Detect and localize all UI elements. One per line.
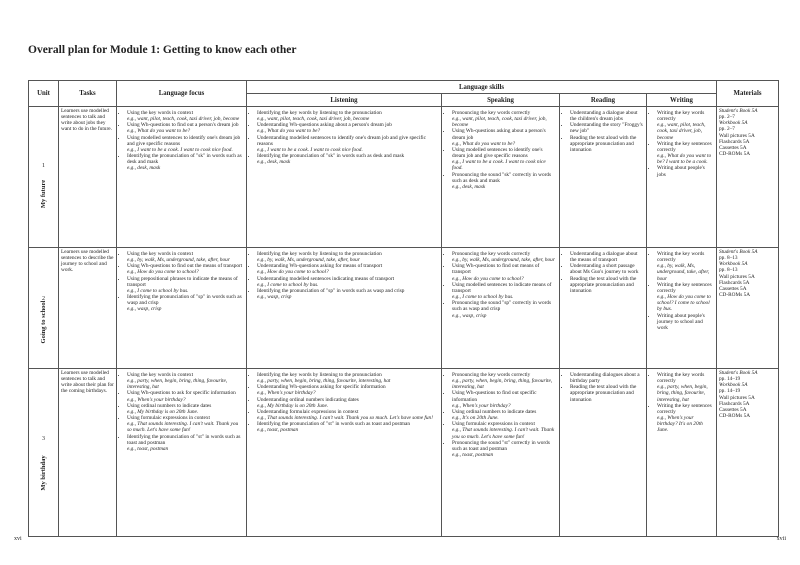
language-focus-item: • Using Wh-questions to ask for specific information bbox=[127, 390, 244, 396]
overall-plan-table bbox=[28, 80, 779, 537]
listening-item: • Understanding ordinal numbers indicating dates bbox=[257, 397, 439, 403]
language-focus-item: • Using Wh-questions to find out the means of transport bbox=[127, 263, 244, 269]
writing-item: e.g., What do you want to be? I want to be a cook. bbox=[657, 153, 712, 166]
listening-item: • Understanding formulaic expressions in context bbox=[257, 409, 439, 415]
speaking-item: e.g., What do you want to be? bbox=[452, 140, 516, 147]
listening-item: e.g., toast, postman bbox=[257, 427, 299, 434]
unit-cell bbox=[29, 107, 59, 248]
table-row bbox=[29, 107, 779, 248]
reading-list bbox=[562, 110, 644, 153]
writing-item: • Writing about people's journey to school and work bbox=[657, 313, 714, 331]
reading-item: • Reading the text aloud with the appropriate pronunciation and intonation bbox=[570, 135, 644, 153]
materials-item: CD-ROMs 5A bbox=[719, 151, 751, 158]
materials-item: Wall pictures 5A bbox=[719, 273, 755, 280]
writing-cell bbox=[647, 369, 717, 537]
language-focus-item: e.g., How do you come to school? bbox=[127, 269, 199, 276]
listening-item: e.g., When's your birthday? bbox=[257, 390, 316, 397]
materials-item: pp. 14–19 bbox=[719, 376, 741, 383]
materials-item: Cassettes 5A bbox=[719, 285, 747, 292]
writing-list bbox=[649, 110, 714, 178]
materials-item: pp. 14–19 bbox=[719, 388, 741, 395]
page-number-left: xvi bbox=[14, 536, 22, 542]
listening-item: e.g., What do you want to be? bbox=[257, 128, 321, 135]
reading-item: • Understanding a dialogue about the means of transport bbox=[570, 251, 644, 263]
header-language-focus: Language focus bbox=[117, 81, 247, 107]
unit-number: 1 bbox=[42, 163, 45, 169]
speaking-item: • Using modelled sentences to identify one's dream job and give specific reasons bbox=[452, 147, 557, 159]
page-number-right: xvii bbox=[776, 536, 786, 542]
language-focus-item: • Using prepositional phrases to indicate the means of transport bbox=[127, 276, 244, 288]
language-focus-item: e.g., party, when, begin, bring, thing, favourite, interesting, hat bbox=[127, 378, 228, 391]
language-focus-item: e.g., That sounds interesting. I can't wait. Thank you so much. Let's have some fun! bbox=[127, 421, 239, 434]
speaking-item: • Using modelled sentences to indicate means of transport bbox=[452, 282, 557, 294]
language-focus-item: • Using ordinal numbers to indicate dates bbox=[127, 403, 244, 409]
language-focus-item: e.g., What do you want to be? bbox=[127, 128, 191, 135]
tasks-cell: Learners use modelled sentences to talk and write about their plan for the coming birthdays. bbox=[59, 369, 117, 537]
unit-number: 3 bbox=[42, 435, 45, 442]
speaking-item: • Pronouncing the key words correctly bbox=[452, 372, 557, 378]
plan-rows bbox=[29, 107, 779, 537]
reading-item: • Understanding dialogues about a birthday party bbox=[570, 372, 644, 384]
language-focus-item: e.g., desk, mask bbox=[127, 165, 161, 172]
speaking-cell bbox=[442, 248, 560, 369]
writing-cell bbox=[647, 248, 717, 369]
speaking-item: e.g., wasp, crisp bbox=[452, 312, 487, 319]
language-focus-item: e.g., toast, postman bbox=[127, 445, 169, 452]
listening-item: • Understanding Wh-questions asking for means of transport bbox=[257, 263, 439, 269]
reading-list bbox=[562, 251, 644, 294]
writing-item: • Writing about people's jobs bbox=[657, 165, 714, 177]
header-unit: Unit bbox=[29, 81, 59, 107]
speaking-list bbox=[444, 251, 557, 319]
language-focus-cell bbox=[117, 248, 247, 369]
listening-item: • Understanding modelled sentences to identify one's dream job and give specific reasons bbox=[257, 135, 439, 147]
speaking-item: • Pronouncing the key words correctly bbox=[452, 251, 557, 257]
speaking-item: • Pronouncing the sound "sk" correctly in words such as desk and mask bbox=[452, 172, 557, 184]
materials-item: Student's Book 5A bbox=[719, 249, 758, 255]
tasks-cell: Learners use modelled sentences to describe the journey to school and work. bbox=[59, 248, 117, 369]
listening-item: • Understanding Wh-questions asking for specific information bbox=[257, 384, 439, 390]
listening-cell bbox=[247, 369, 442, 537]
language-focus-item: • Using formulaic expressions in context bbox=[127, 415, 244, 421]
language-focus-item: e.g., My birthday is on 20th June. bbox=[127, 408, 199, 415]
unit-name: Going to school bbox=[39, 300, 47, 344]
listening-item: • Understanding Wh-questions asking about a person's dream job bbox=[257, 122, 439, 128]
speaking-cell bbox=[442, 369, 560, 537]
materials-item: pp. 2–7 bbox=[719, 126, 735, 133]
speaking-item: e.g., party, when, begin, bring, thing, favourite, interesting, hat bbox=[452, 378, 553, 391]
unit-cell bbox=[29, 369, 59, 537]
header-writing: Writing bbox=[647, 94, 717, 107]
reading-item: • Reading the text aloud with the appropriate pronunciation and intonation bbox=[570, 276, 644, 294]
reading-item: • Understanding a dialogue about the children's dream jobs bbox=[570, 110, 644, 122]
materials-cell bbox=[717, 107, 779, 248]
reading-item: • Understanding a short passage about Ms Guo's journey to work bbox=[570, 263, 644, 275]
tasks-cell: Learners use modelled sentences to talk and write about jobs they want to do in the future. bbox=[59, 107, 117, 248]
language-focus-item: • Using Wh-questions to find out a person's dream job bbox=[127, 122, 244, 128]
materials-cell bbox=[717, 248, 779, 369]
materials-item: CD-ROMs 5A bbox=[719, 292, 751, 299]
language-focus-item: e.g., by, walk, Ms, underground, take, after, hour bbox=[127, 257, 230, 264]
writing-item: • Writing the key sentences correctly bbox=[657, 403, 714, 415]
language-focus-item: • Identifying the pronunciation of "st" in words such as toast and postman bbox=[127, 434, 244, 446]
writing-item: e.g., When's your birthday? It's on 20th June. bbox=[657, 415, 703, 434]
reading-cell bbox=[560, 107, 647, 248]
writing-item: • Writing the key words correctly bbox=[657, 251, 714, 263]
materials-cell bbox=[717, 369, 779, 537]
materials-item: Flashcards 5A bbox=[719, 400, 750, 407]
language-focus-item: • Using the key words in context bbox=[127, 110, 244, 116]
listening-item: • Identifying the key words by listening to the pronunciation bbox=[257, 110, 439, 116]
listening-item: e.g., How do you come to school? bbox=[257, 269, 329, 276]
reading-item: • Understanding the story "Froggy's new job" bbox=[570, 122, 644, 134]
unit-number: 2 bbox=[42, 296, 45, 302]
listening-item: • Identifying the pronunciation of "st" in words such as toast and postman bbox=[257, 421, 439, 427]
materials-item: pp. 2–7 bbox=[719, 114, 735, 121]
table-row bbox=[29, 248, 779, 369]
speaking-item: e.g., by, walk, Ms, underground, take, after, hour bbox=[452, 257, 555, 264]
listening-item: e.g., wasp, crisp bbox=[257, 294, 292, 301]
speaking-item: e.g., want, pilot, teach, cook, taxi driver, job, become bbox=[452, 116, 547, 129]
speaking-item: e.g., toast, postman bbox=[452, 452, 494, 459]
materials-item: Cassettes 5A bbox=[719, 144, 747, 151]
materials-item: Workbook 5A bbox=[719, 261, 748, 268]
header-materials: Materials bbox=[717, 81, 779, 107]
reading-cell bbox=[560, 369, 647, 537]
materials-item: Workbook 5A bbox=[719, 382, 748, 389]
header-listening: Listening bbox=[247, 94, 442, 107]
speaking-item: • Using Wh-questions asking about a person's dream job bbox=[452, 128, 557, 140]
speaking-item: e.g., I come to school by bus. bbox=[452, 294, 514, 301]
table-row bbox=[29, 369, 779, 537]
listening-item: e.g., That sounds interesting. I can't wait. Thank you so much. Let's have some fun! bbox=[257, 415, 433, 422]
language-focus-item: • Using the key words in context bbox=[127, 251, 244, 257]
speaking-item: • Using Wh-questions to find out means of transport bbox=[452, 263, 557, 275]
speaking-item: • Using Wh-questions to find out specific information bbox=[452, 390, 557, 402]
speaking-item: e.g., That sounds interesting. I can't wait. Thank you so much. Let's have some fun! bbox=[452, 427, 555, 440]
writing-list bbox=[649, 372, 714, 434]
listening-list bbox=[249, 110, 439, 165]
writing-item: • Writing the key sentences correctly bbox=[657, 282, 714, 294]
listening-item: e.g., party, when, begin, bring, thing, favourite, interesting, hat bbox=[257, 378, 391, 385]
language-focus-cell bbox=[117, 369, 247, 537]
reading-cell bbox=[560, 248, 647, 369]
listening-item: e.g., I want to be a cook. I want to cook nice food. bbox=[257, 146, 363, 153]
language-focus-item: e.g., want, pilot, teach, cook, taxi driver, job, become bbox=[127, 116, 240, 123]
materials-item: Workbook 5A bbox=[719, 120, 748, 127]
materials-item: Flashcards 5A bbox=[719, 138, 750, 145]
materials-item: Wall pictures 5A bbox=[719, 132, 755, 139]
language-focus-list bbox=[119, 110, 244, 172]
unit-name: My birthday bbox=[39, 454, 47, 491]
reading-item: • Reading the text aloud with the appropriate pronunciation and intonation bbox=[570, 384, 644, 402]
listening-item: e.g., desk, mask bbox=[257, 159, 291, 166]
speaking-item: • Using ordinal numbers to indicate dates bbox=[452, 409, 557, 415]
materials-item: pp. 8–13 bbox=[719, 267, 738, 274]
language-focus-list bbox=[119, 372, 244, 452]
language-focus-item: • Identifying the pronunciation of "sk" in words such as desk and mask bbox=[127, 153, 244, 165]
materials-item: pp. 8–13 bbox=[719, 255, 738, 262]
listening-item: e.g., want, pilot, teach, cook, taxi driver, job, become bbox=[257, 116, 370, 123]
listening-cell bbox=[247, 107, 442, 248]
reading-list bbox=[562, 372, 644, 403]
listening-item: • Identifying the pronunciation of "sk" in words such as desk and mask bbox=[257, 153, 439, 159]
speaking-item: e.g., desk, mask bbox=[452, 183, 486, 190]
listening-item: • Identifying the key words by listening to the pronunciation bbox=[257, 372, 439, 378]
listening-item: e.g., by, walk, Ms, underground, take, after, hour bbox=[257, 257, 360, 264]
speaking-item: e.g., How do you come to school? bbox=[452, 275, 524, 282]
language-focus-item: e.g., I come to school by bus. bbox=[127, 287, 189, 294]
speaking-list bbox=[444, 110, 557, 190]
language-focus-list bbox=[119, 251, 244, 313]
listening-list bbox=[249, 251, 439, 300]
listening-cell bbox=[247, 248, 442, 369]
writing-item: • Writing the key words correctly bbox=[657, 372, 714, 384]
materials-item: Student's Book 5A bbox=[719, 370, 758, 376]
listening-item: • Identifying the key words by listening to the pronunciation bbox=[257, 251, 439, 257]
speaking-item: • Using formulaic expressions in context bbox=[452, 421, 557, 427]
header-speaking: Speaking bbox=[442, 94, 560, 107]
listening-item: • Understanding modelled sentences indicating means of transport bbox=[257, 276, 439, 282]
listening-item: e.g., My birthday is on 20th June. bbox=[257, 402, 329, 409]
listening-item: e.g., I come to school by bus. bbox=[257, 281, 319, 288]
language-focus-item: • Identifying the pronunciation of "sp" in words such as wasp and crisp bbox=[127, 294, 244, 306]
materials-item: Cassettes 5A bbox=[719, 406, 747, 413]
unit-cell bbox=[29, 248, 59, 369]
materials-item: Flashcards 5A bbox=[719, 279, 750, 286]
language-focus-item: e.g., I want to be a cook. I want to cook nice food. bbox=[127, 146, 233, 153]
writing-item: e.g., want, pilot, teach, cook, taxi driver, job, become bbox=[657, 122, 706, 141]
listening-list bbox=[249, 372, 439, 434]
writing-item: e.g., by, walk, Ms, underground, take, after, hour bbox=[657, 263, 710, 282]
writing-list bbox=[649, 251, 714, 331]
language-focus-item: e.g., wasp, crisp bbox=[127, 306, 162, 313]
materials-item: Wall pictures 5A bbox=[719, 394, 755, 401]
writing-item: e.g., How do you come to school? I come to school by bus. bbox=[657, 294, 711, 313]
materials-item: CD-ROMs 5A bbox=[719, 413, 751, 420]
header-tasks: Tasks bbox=[59, 81, 117, 107]
speaking-item: • Pronouncing the sound "st" correctly in words such as toast and postman bbox=[452, 440, 557, 452]
writing-item: • Writing the key words correctly bbox=[657, 110, 714, 122]
speaking-cell bbox=[442, 107, 560, 248]
language-focus-item: • Using the key words in context bbox=[127, 372, 244, 378]
header-language-skills: Language skills bbox=[247, 81, 717, 94]
speaking-item: e.g., I want to be a cook. I want to cook nice food. bbox=[452, 159, 546, 172]
speaking-item: • Pronouncing the key words correctly bbox=[452, 110, 557, 116]
language-focus-cell bbox=[117, 107, 247, 248]
unit-name: My future bbox=[39, 179, 47, 208]
language-focus-item: • Using modelled sentences to identify one's dream job and give specific reasons bbox=[127, 135, 244, 147]
header-reading: Reading bbox=[560, 94, 647, 107]
writing-item: • Writing the key sentences correctly bbox=[657, 141, 714, 153]
page-title: Overall plan for Module 1: Getting to know each other bbox=[28, 44, 297, 56]
writing-cell bbox=[647, 107, 717, 248]
writing-item: e.g., party, when, begin, bring, thing, favourite, interesting, hat bbox=[657, 384, 708, 403]
speaking-item: e.g., It's on 20th June. bbox=[452, 415, 499, 422]
speaking-item: e.g., When's your birthday? bbox=[452, 402, 511, 409]
listening-item: • Identifying the pronunciation of "sp" in words such as wasp and crisp bbox=[257, 288, 439, 294]
speaking-list bbox=[444, 372, 557, 458]
speaking-item: • Pronouncing the sound "sp" correctly in words such as wasp and crisp bbox=[452, 300, 557, 312]
materials-item: Student's Book 5A bbox=[719, 108, 758, 114]
language-focus-item: e.g., When's your birthday? bbox=[127, 396, 186, 403]
